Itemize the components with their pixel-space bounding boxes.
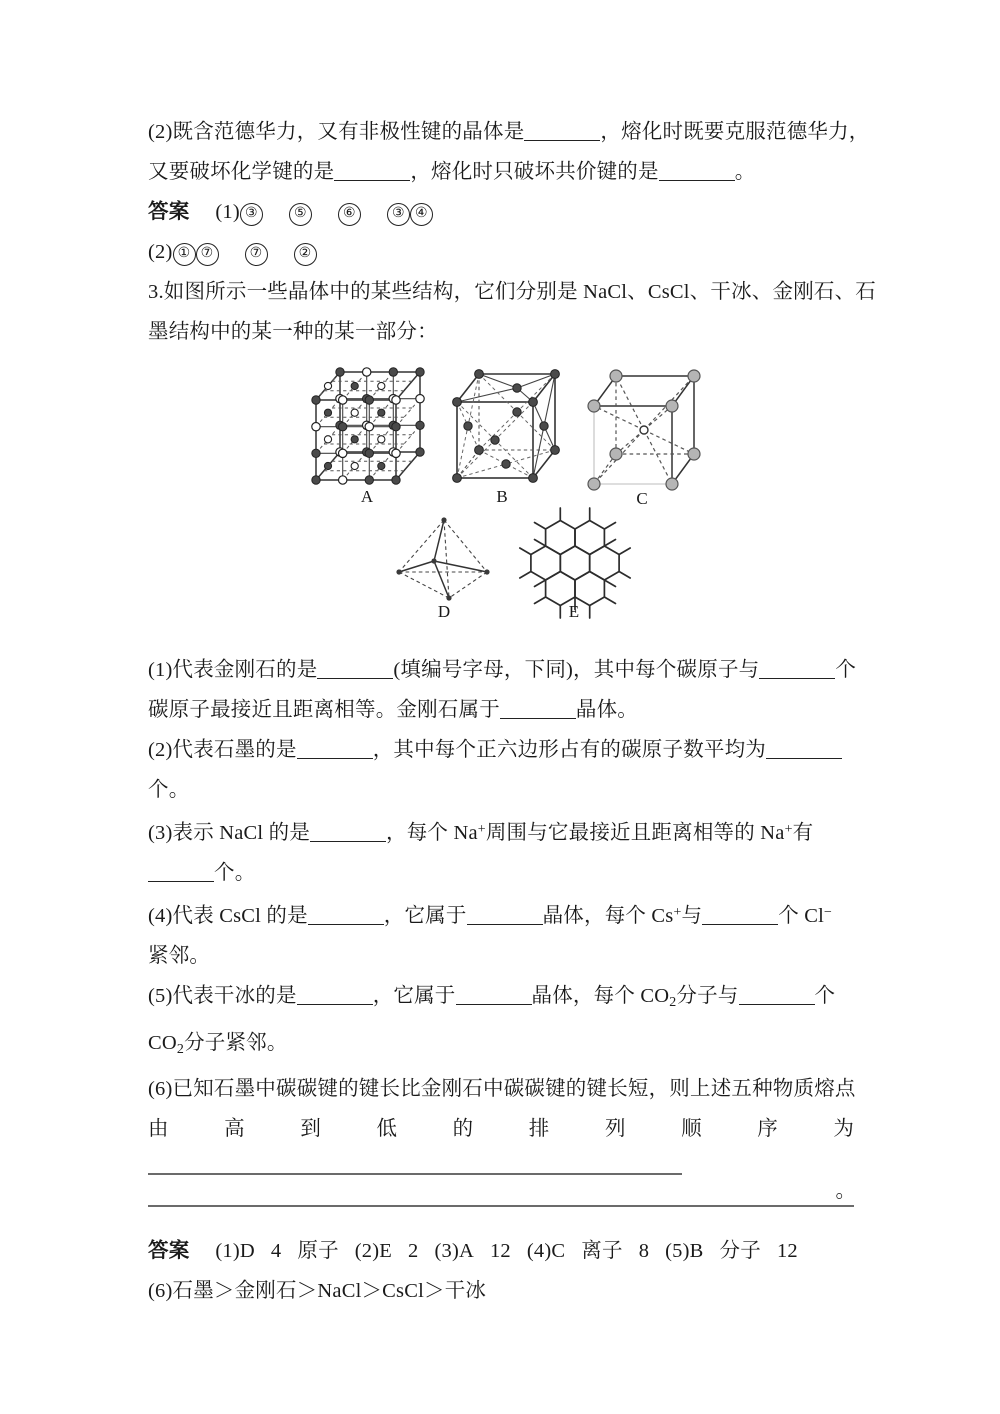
spread-char: 到 [300, 1118, 321, 1141]
spread-char: 排 [528, 1118, 550, 1141]
question-3-answer-line-2: (6)石墨＞金刚石＞NaCl＞CsCl＞干冰 [148, 1280, 487, 1303]
charge-sup-plus: + [477, 822, 486, 837]
q3-1-text-e: 晶体。 [575, 699, 639, 721]
fill-blank[interactable] [739, 988, 815, 1005]
answer-write-in-rule-2[interactable] [148, 1205, 854, 1207]
q3-1-text-d: 碳原子最接近且距离相等。金刚石属于 [148, 699, 500, 721]
question-3-sub-5-line-1 [148, 976, 854, 1023]
circled-number: ① [173, 243, 196, 266]
circled-number: ④ [410, 203, 433, 226]
text-content-bottom [148, 650, 857, 1311]
q3-3-text-e: 个。 [214, 861, 256, 884]
fill-blank[interactable] [659, 164, 735, 181]
answer-label: 答案 [148, 201, 190, 223]
answer-token: 离子 [581, 1240, 623, 1263]
answer-index-2: (2) [148, 241, 173, 263]
answer-index-1: (1) [215, 201, 240, 223]
fill-blank[interactable] [759, 662, 835, 679]
fill-blank[interactable] [317, 662, 393, 679]
period-mark: 。 [835, 1180, 856, 1203]
structure-b-dry-ice-face-centered-cube [443, 360, 561, 506]
figure-label-d: D [437, 602, 451, 621]
spread-char: 列 [604, 1118, 626, 1141]
answer-token: 4 [270, 1240, 282, 1263]
q2-prompt-text-d: ，熔化时只破坏共价键的是 [410, 161, 659, 183]
question-3-sub-4-line-1 [148, 893, 854, 936]
spread-char: 顺 [681, 1118, 702, 1141]
subscript-2: 2 [669, 994, 677, 1010]
crystal-structures-figure [148, 358, 854, 640]
q3-5-text-c: 晶体，每个 CO [531, 984, 670, 1007]
q2-prompt-text-a: (2)既含范德华力，又有非极性键的晶体是 [148, 121, 525, 143]
text-content-top [148, 112, 876, 352]
circled-number: ⑦ [196, 243, 219, 266]
q3-4-text-d: 与 [681, 904, 703, 927]
answer-token: (5)B [665, 1240, 704, 1263]
q3-4-text-b: ，它属于 [383, 904, 467, 927]
subscript-2: 2 [176, 1041, 185, 1057]
q3-1-text-b: (填编号字母，下同)，其中每个碳原子与 [393, 659, 760, 681]
q3-2-text-b: ，其中每个正六边形占有的碳原子数平均为 [372, 739, 767, 761]
answer-write-in-rule-1[interactable] [148, 1173, 682, 1175]
question-3-sub-2-line-1 [148, 730, 854, 770]
spread-char: 为 [833, 1118, 854, 1141]
circled-number: ⑥ [338, 203, 361, 226]
q3-3-text-b: ，每个 Na [386, 821, 478, 844]
figure-label-e: E [568, 602, 580, 621]
question-3-sub-5-line-2 [148, 1023, 854, 1070]
circled-number: ② [294, 243, 317, 266]
question-2-answer-line-2 [148, 232, 854, 272]
spread-char: 序 [757, 1118, 778, 1141]
circled-number: ③ [387, 203, 410, 226]
q3-5-text-f: 分子紧邻。 [184, 1031, 288, 1054]
circled-number: ⑤ [289, 203, 312, 226]
charge-sup-plus: + [784, 822, 793, 837]
question-3-sub-3-line-2 [148, 853, 854, 893]
q2-prompt-text-e: 。 [734, 161, 756, 183]
question-3-sub-3-line-1 [148, 810, 854, 853]
structure-a-nacl-rocksalt-lattice [308, 360, 426, 506]
question-3-answer-line-1 [148, 1231, 854, 1271]
spread-char: 低 [376, 1118, 397, 1141]
fill-blank[interactable] [467, 908, 543, 925]
structure-e-graphite-honeycomb [516, 506, 634, 624]
fill-blank[interactable] [702, 908, 778, 925]
answer-token: (3)A [434, 1240, 474, 1263]
figure-label-c: C [636, 489, 648, 508]
q3-1-text-c: 个 [835, 659, 857, 681]
question-3-sub-1-line-1 [148, 650, 857, 690]
fill-blank[interactable] [766, 742, 842, 759]
answer-token: (1)D [215, 1240, 255, 1263]
structure-c-cscl-body-centered-cube [578, 362, 702, 508]
question-3-sub-4-line-2: 紧邻。 [148, 944, 211, 967]
fill-blank[interactable] [524, 124, 600, 141]
answer-token: 分子 [719, 1240, 761, 1263]
question-3-sub-2-line-2: 个。 [148, 779, 190, 801]
charge-sup-plus: + [673, 904, 682, 920]
question-2-prompt-line-2 [148, 152, 854, 192]
charge-sup-minus: − [824, 904, 833, 920]
q2-prompt-text-c: 又要破坏化学键的是 [148, 161, 335, 183]
q3-5-text-b: ，它属于 [372, 984, 456, 1007]
figure-row-bottom [148, 510, 854, 640]
fill-blank[interactable] [297, 742, 373, 759]
q2-prompt-text-b: ，熔化时既要克服范德华力， [600, 121, 870, 143]
figure-row-top [148, 358, 854, 508]
fill-blank[interactable] [297, 988, 373, 1005]
circled-number: ⑦ [245, 243, 268, 266]
spread-char: 的 [452, 1118, 474, 1141]
q3-4-text-a: (4)代表 CsCl 的是 [148, 904, 308, 927]
q3-5-text-a: (5)代表干冰的是 [148, 984, 297, 1007]
figure-label-a: A [360, 487, 374, 506]
answer-token: (2)E [354, 1240, 393, 1263]
answer-label: 答案 [148, 1240, 190, 1263]
q3-3-text-c: 周围与它最接近且距离相等的 Na [485, 821, 785, 844]
structure-d-diamond-tetrahedron [391, 510, 499, 622]
answer-token: 2 [408, 1240, 419, 1263]
fill-blank[interactable] [148, 865, 214, 882]
question-3-sub-6-line-1: (6)已知石墨中碳碳键的键长比金刚石中碳碳键的键长短，则上述五种物质熔点 [148, 1078, 856, 1101]
q3-4-text-e: 个 Cl [778, 904, 825, 927]
question-2-prompt-line-1 [148, 112, 870, 152]
question-2-answer-line-1 [148, 192, 854, 232]
answer-token: (4)C [526, 1240, 566, 1263]
fill-blank[interactable] [334, 164, 410, 181]
figure-label-b: B [496, 487, 508, 506]
q3-3-text-d: 有 [792, 821, 814, 844]
co2-label: CO [148, 1031, 177, 1054]
question-3-stem-line-1: 3.如图所示一些晶体中的某些结构，它们分别是 NaCl、CsCl、干冰、金刚石、石 [148, 281, 876, 303]
question-3-sub-1-line-2 [148, 690, 854, 730]
fill-blank[interactable] [308, 908, 384, 925]
answer-token: 原子 [297, 1240, 339, 1263]
circled-number: ③ [240, 203, 263, 226]
spread-char: 由 [148, 1118, 169, 1141]
q3-2-text-a: (2)代表石墨的是 [148, 739, 297, 761]
fill-blank[interactable] [310, 825, 386, 842]
q3-4-text-c: 晶体，每个 Cs [542, 904, 674, 927]
fill-blank[interactable] [500, 702, 576, 719]
question-3-sub-6-spread-line [148, 1109, 854, 1149]
question-3-stem-line-2: 墨结构中的某一种的某一部分： [148, 321, 438, 343]
spread-char: 高 [224, 1118, 245, 1141]
q3-5-text-e: 个 [814, 984, 836, 1007]
q3-5-text-d: 分子与 [676, 984, 739, 1007]
answer-token: 12 [776, 1240, 798, 1263]
answer-token: 8 [638, 1240, 650, 1263]
answer-token: 12 [489, 1240, 511, 1263]
fill-blank[interactable] [456, 988, 532, 1005]
q3-1-text-a: (1)代表金刚石的是 [148, 659, 318, 681]
q3-3-text-a: (3)表示 NaCl 的是 [148, 821, 311, 844]
